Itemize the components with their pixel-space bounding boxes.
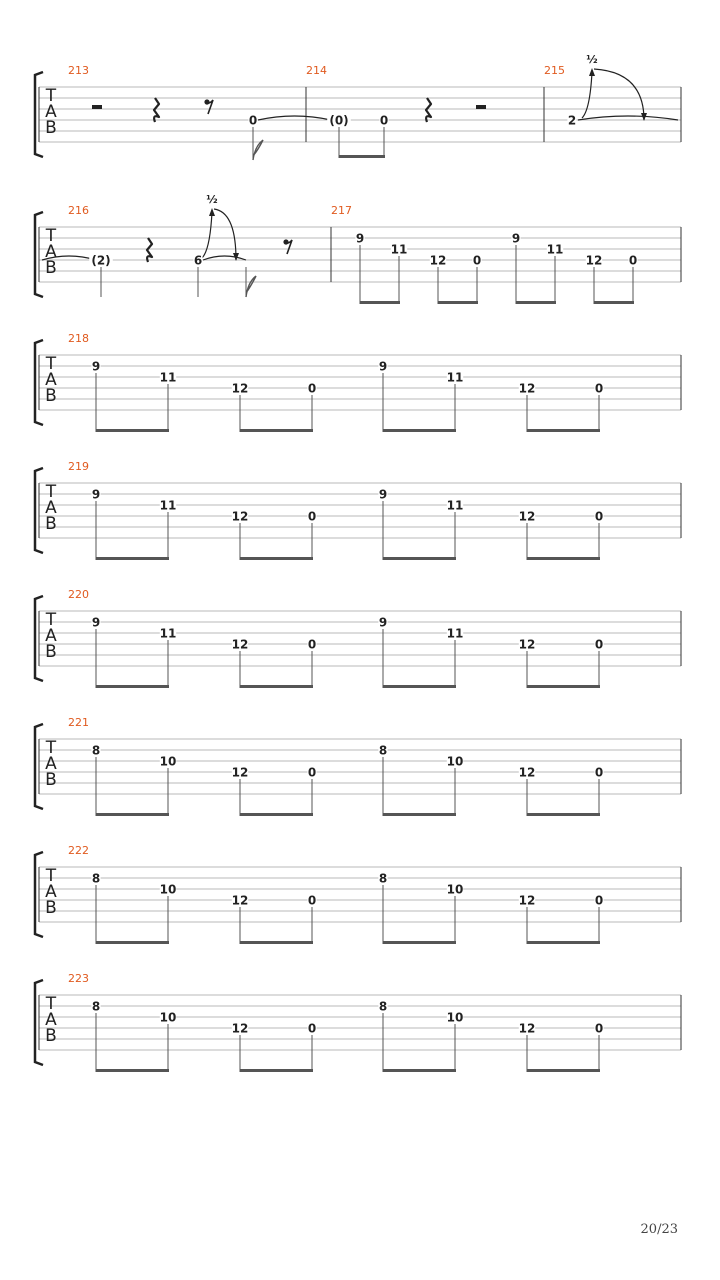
tab-clef-letter: B — [45, 118, 57, 138]
fret-number: 11 — [159, 498, 177, 513]
fret-number: 0 — [628, 253, 638, 268]
note-beam — [594, 301, 634, 304]
half-rest — [92, 105, 102, 109]
release-curve — [594, 69, 644, 120]
tab-clef-letter: T — [45, 994, 57, 1014]
fret-number: 0 — [307, 765, 317, 780]
fret-number: 0 — [307, 637, 317, 652]
measure-number: 222 — [68, 844, 89, 857]
tab-clef-letter: T — [45, 354, 57, 374]
fret-number: 12 — [231, 381, 249, 396]
measure-number: 214 — [306, 64, 327, 77]
note-beam — [383, 429, 456, 432]
fret-number: 0 — [594, 893, 604, 908]
measure-number: 218 — [68, 332, 89, 345]
fret-number: 12 — [231, 765, 249, 780]
tab-clef-letter: A — [45, 626, 57, 646]
eighth-flag — [253, 140, 263, 160]
note-beam — [96, 813, 169, 816]
fret-number: 9 — [355, 231, 365, 246]
fret-number: 0 — [248, 113, 258, 128]
fret-number: 12 — [518, 893, 536, 908]
fret-number: 11 — [546, 242, 564, 257]
tie-arc — [203, 256, 246, 260]
fret-number: (2) — [91, 253, 111, 268]
note-beam — [383, 941, 456, 944]
note-beam — [240, 557, 313, 560]
measure-number: 220 — [68, 588, 89, 601]
tab-clef-letter: A — [45, 1010, 57, 1030]
tab-clef-letter: A — [45, 754, 57, 774]
fret-number: 9 — [91, 359, 101, 374]
note-beam — [527, 813, 600, 816]
fret-number: 0 — [472, 253, 482, 268]
tab-staff-8 — [35, 972, 681, 1072]
fret-number: (0) — [329, 113, 349, 128]
note-beam — [383, 813, 456, 816]
fret-number: 8 — [378, 999, 388, 1014]
bend-up-curve — [582, 72, 592, 118]
fret-number: 9 — [378, 359, 388, 374]
note-beam — [240, 1069, 313, 1072]
tab-staff-3 — [35, 332, 681, 432]
measure-number: 217 — [331, 204, 352, 217]
tab-clef-letter: A — [45, 102, 57, 122]
fret-number: 12 — [518, 509, 536, 524]
tab-clef-letter: A — [45, 498, 57, 518]
measure-number: 215 — [544, 64, 565, 77]
quarter-rest — [154, 98, 159, 122]
tab-staff-6 — [35, 716, 681, 816]
fret-number: 8 — [378, 743, 388, 758]
note-beam — [527, 557, 600, 560]
fret-number: 10 — [159, 754, 177, 769]
fret-number: 0 — [594, 381, 604, 396]
fret-number: 10 — [446, 882, 464, 897]
release-curve — [214, 209, 236, 260]
tab-clef-letter: T — [45, 610, 57, 630]
note-beam — [360, 301, 400, 304]
fret-number: 12 — [518, 381, 536, 396]
fret-number: 0 — [307, 893, 317, 908]
tab-clef-letter: A — [45, 370, 57, 390]
fret-number: 12 — [231, 893, 249, 908]
note-beam — [96, 557, 169, 560]
quarter-rest — [426, 98, 431, 122]
note-beam — [383, 557, 456, 560]
tab-clef-letter: B — [45, 258, 57, 278]
fret-number: 12 — [231, 1021, 249, 1036]
tab-clef-letter: B — [45, 386, 57, 406]
note-beam — [240, 429, 313, 432]
fret-number: 0 — [594, 509, 604, 524]
fret-number: 11 — [446, 498, 464, 513]
tab-clef-letter: A — [45, 882, 57, 902]
fret-number: 9 — [378, 487, 388, 502]
tab-staff-7 — [35, 844, 681, 944]
measure-number: 213 — [68, 64, 89, 77]
note-beam — [96, 685, 169, 688]
fret-number: 12 — [231, 509, 249, 524]
page-number: 20/23 — [640, 1222, 678, 1237]
tab-clef-letter: B — [45, 642, 57, 662]
measure-number: 219 — [68, 460, 89, 473]
fret-number: 12 — [231, 637, 249, 652]
fret-number: 0 — [594, 1021, 604, 1036]
tab-clef-letter: A — [45, 242, 57, 262]
tab-staff-4 — [35, 460, 681, 560]
fret-number: 8 — [91, 871, 101, 886]
fret-number: 10 — [159, 882, 177, 897]
fret-number: 0 — [594, 637, 604, 652]
note-beam — [527, 685, 600, 688]
note-beam — [240, 685, 313, 688]
tab-clef-letter: B — [45, 514, 57, 534]
fret-number: 8 — [91, 999, 101, 1014]
note-beam — [383, 1069, 456, 1072]
fret-number: 10 — [446, 1010, 464, 1025]
note-beam — [240, 941, 313, 944]
tab-clef-letter: B — [45, 898, 57, 918]
fret-number: 2 — [567, 113, 577, 128]
fret-number: 10 — [446, 754, 464, 769]
measure-number: 223 — [68, 972, 89, 985]
fret-number: 12 — [518, 1021, 536, 1036]
tie-arc — [578, 116, 678, 120]
fret-number: 0 — [594, 765, 604, 780]
note-beam — [96, 941, 169, 944]
fret-number: 10 — [159, 1010, 177, 1025]
tab-staff-1 — [35, 53, 681, 160]
tab-clef-letter: T — [45, 86, 57, 106]
fret-number: 9 — [378, 615, 388, 630]
fret-number: 0 — [379, 113, 389, 128]
bend-amount: ½ — [586, 53, 598, 66]
tab-clef-letter: B — [45, 1026, 57, 1046]
quarter-rest — [147, 238, 152, 262]
note-beam — [527, 1069, 600, 1072]
tie-arc — [258, 116, 331, 120]
fret-number: 12 — [518, 765, 536, 780]
bend-up-curve — [202, 212, 212, 258]
tab-clef-letter: T — [45, 226, 57, 246]
eighth-flag — [246, 276, 256, 297]
tab-clef-letter: T — [45, 866, 57, 886]
bend-amount: ½ — [206, 193, 218, 206]
fret-number: 11 — [159, 626, 177, 641]
fret-number: 11 — [446, 370, 464, 385]
fret-number: 9 — [91, 615, 101, 630]
fret-number: 11 — [159, 370, 177, 385]
note-beam — [383, 685, 456, 688]
fret-number: 6 — [193, 253, 203, 268]
fret-number: 9 — [511, 231, 521, 246]
tab-clef-letter: B — [45, 770, 57, 790]
tab-clef-letter: T — [45, 738, 57, 758]
fret-number: 12 — [518, 637, 536, 652]
fret-number: 0 — [307, 381, 317, 396]
note-beam — [240, 813, 313, 816]
measure-number: 216 — [68, 204, 89, 217]
note-beam — [527, 429, 600, 432]
fret-number: 0 — [307, 509, 317, 524]
fret-number: 11 — [446, 626, 464, 641]
note-beam — [527, 941, 600, 944]
note-beam — [516, 301, 556, 304]
tab-staff-5 — [35, 588, 681, 688]
half-rest — [476, 105, 486, 109]
tab-clef-letter: T — [45, 482, 57, 502]
fret-number: 12 — [585, 253, 603, 268]
fret-number: 11 — [390, 242, 408, 257]
fret-number: 8 — [378, 871, 388, 886]
fret-number: 9 — [91, 487, 101, 502]
measure-number: 221 — [68, 716, 89, 729]
fret-number: 0 — [307, 1021, 317, 1036]
fret-number: 8 — [91, 743, 101, 758]
note-beam — [339, 155, 385, 158]
note-beam — [96, 1069, 169, 1072]
note-beam — [438, 301, 478, 304]
fret-number: 12 — [429, 253, 447, 268]
note-beam — [96, 429, 169, 432]
tab-staff-2 — [35, 193, 681, 304]
